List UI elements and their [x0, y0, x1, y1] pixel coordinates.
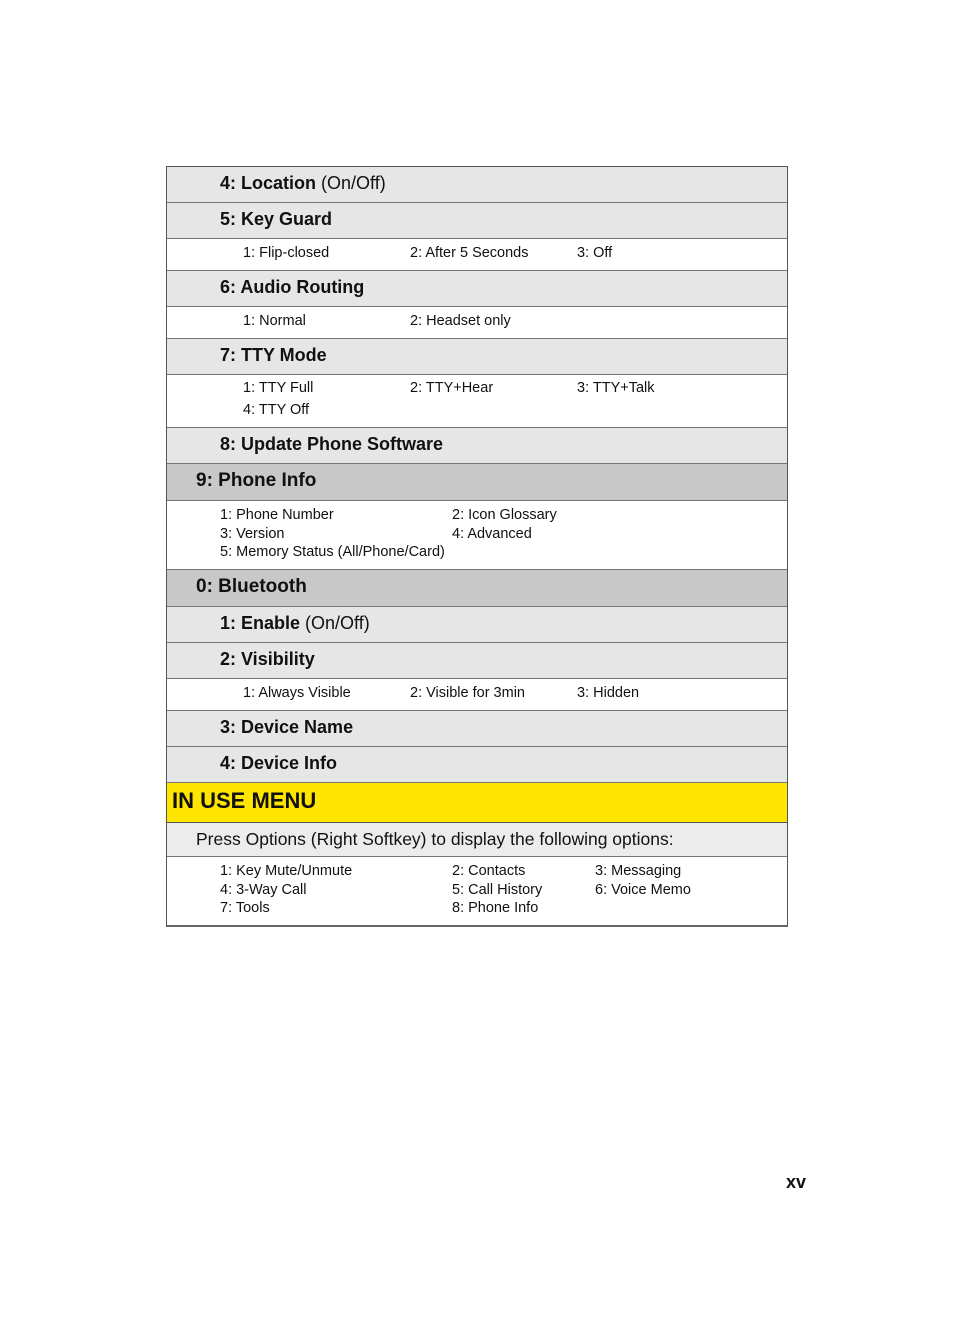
menu-item-bluetooth-enable[interactable]	[167, 607, 787, 643]
option-item[interactable]: 1: Always Visible	[243, 685, 351, 701]
option-item[interactable]: 6: Voice Memo	[595, 882, 691, 898]
menu-item-device-name[interactable]	[167, 711, 787, 747]
option-item[interactable]: 3: Messaging	[595, 863, 682, 879]
option-item[interactable]: 3: Hidden	[577, 685, 640, 701]
option-item[interactable]: 1: TTY Full	[243, 380, 314, 396]
in-use-menu-instruction-row	[167, 823, 787, 857]
menu-item-title: 4: Location (On/Off)	[220, 173, 386, 193]
option-item[interactable]: 3: Version	[220, 526, 285, 542]
tty-mode-options	[167, 375, 787, 428]
option-item[interactable]: 3: TTY+Talk	[577, 380, 655, 396]
option-item[interactable]: 8: Phone Info	[452, 900, 539, 916]
in-use-menu-header	[167, 783, 787, 823]
option-item[interactable]: 2: Contacts	[452, 863, 526, 879]
menu-item-title: 6: Audio Routing	[220, 277, 365, 297]
option-item[interactable]: 5: Memory Status (All/Phone/Card)	[220, 544, 445, 560]
option-item[interactable]: 7: Tools	[220, 900, 270, 916]
option-item[interactable]: 4: 3-Way Call	[220, 882, 307, 898]
menu-section-bluetooth[interactable]	[167, 570, 787, 607]
option-item[interactable]: 2: Headset only	[410, 313, 511, 329]
menu-table	[166, 166, 788, 927]
option-item[interactable]: 5: Call History	[452, 882, 543, 898]
phone-info-options	[167, 501, 787, 570]
option-item[interactable]: 4: TTY Off	[243, 402, 310, 418]
option-item[interactable]: 1: Flip-closed	[243, 245, 330, 261]
menu-item-title: 3: Device Name	[220, 717, 354, 737]
section-title: 9: Phone Info	[196, 470, 317, 491]
option-item[interactable]: 1: Key Mute/Unmute	[220, 863, 353, 879]
option-item[interactable]: 3: Off	[577, 245, 613, 261]
option-item[interactable]: 2: Visible for 3min	[410, 685, 525, 701]
option-item[interactable]: 2: After 5 Seconds	[410, 245, 529, 261]
in-use-menu-options	[167, 857, 787, 925]
menu-item-title: 1: Enable (On/Off)	[220, 613, 370, 633]
section-title: 0: Bluetooth	[196, 576, 307, 597]
menu-item-audio-routing[interactable]	[167, 271, 787, 307]
option-item[interactable]: 1: Phone Number	[220, 507, 334, 523]
audio-routing-options	[167, 307, 787, 339]
menu-item-title: 7: TTY Mode	[220, 345, 327, 365]
menu-item-key-guard[interactable]	[167, 203, 787, 239]
option-item[interactable]: 1: Normal	[243, 313, 306, 329]
menu-item-title: 5: Key Guard	[220, 209, 333, 229]
menu-section-phone-info[interactable]	[167, 464, 787, 501]
option-item[interactable]: 2: TTY+Hear	[410, 380, 494, 396]
menu-item-title: 2: Visibility	[220, 649, 315, 669]
in-use-menu-title: IN USE MENU	[172, 788, 317, 813]
option-item[interactable]: 4: Advanced	[452, 526, 532, 542]
visibility-options	[167, 679, 787, 711]
in-use-menu-instruction: Press Options (Right Softkey) to display the following options:	[196, 829, 674, 849]
page-number: xv	[786, 1172, 807, 1192]
menu-item-tty-mode[interactable]	[167, 339, 787, 375]
menu-item-update-software[interactable]	[167, 428, 787, 464]
menu-item-title: 8: Update Phone Software	[220, 434, 444, 454]
menu-item-location[interactable]	[167, 167, 787, 203]
menu-item-title: 4: Device Info	[220, 753, 338, 773]
menu-item-visibility[interactable]	[167, 643, 787, 679]
option-item[interactable]: 2: Icon Glossary	[452, 507, 557, 523]
key-guard-options	[167, 239, 787, 271]
menu-item-device-info[interactable]	[167, 747, 787, 783]
